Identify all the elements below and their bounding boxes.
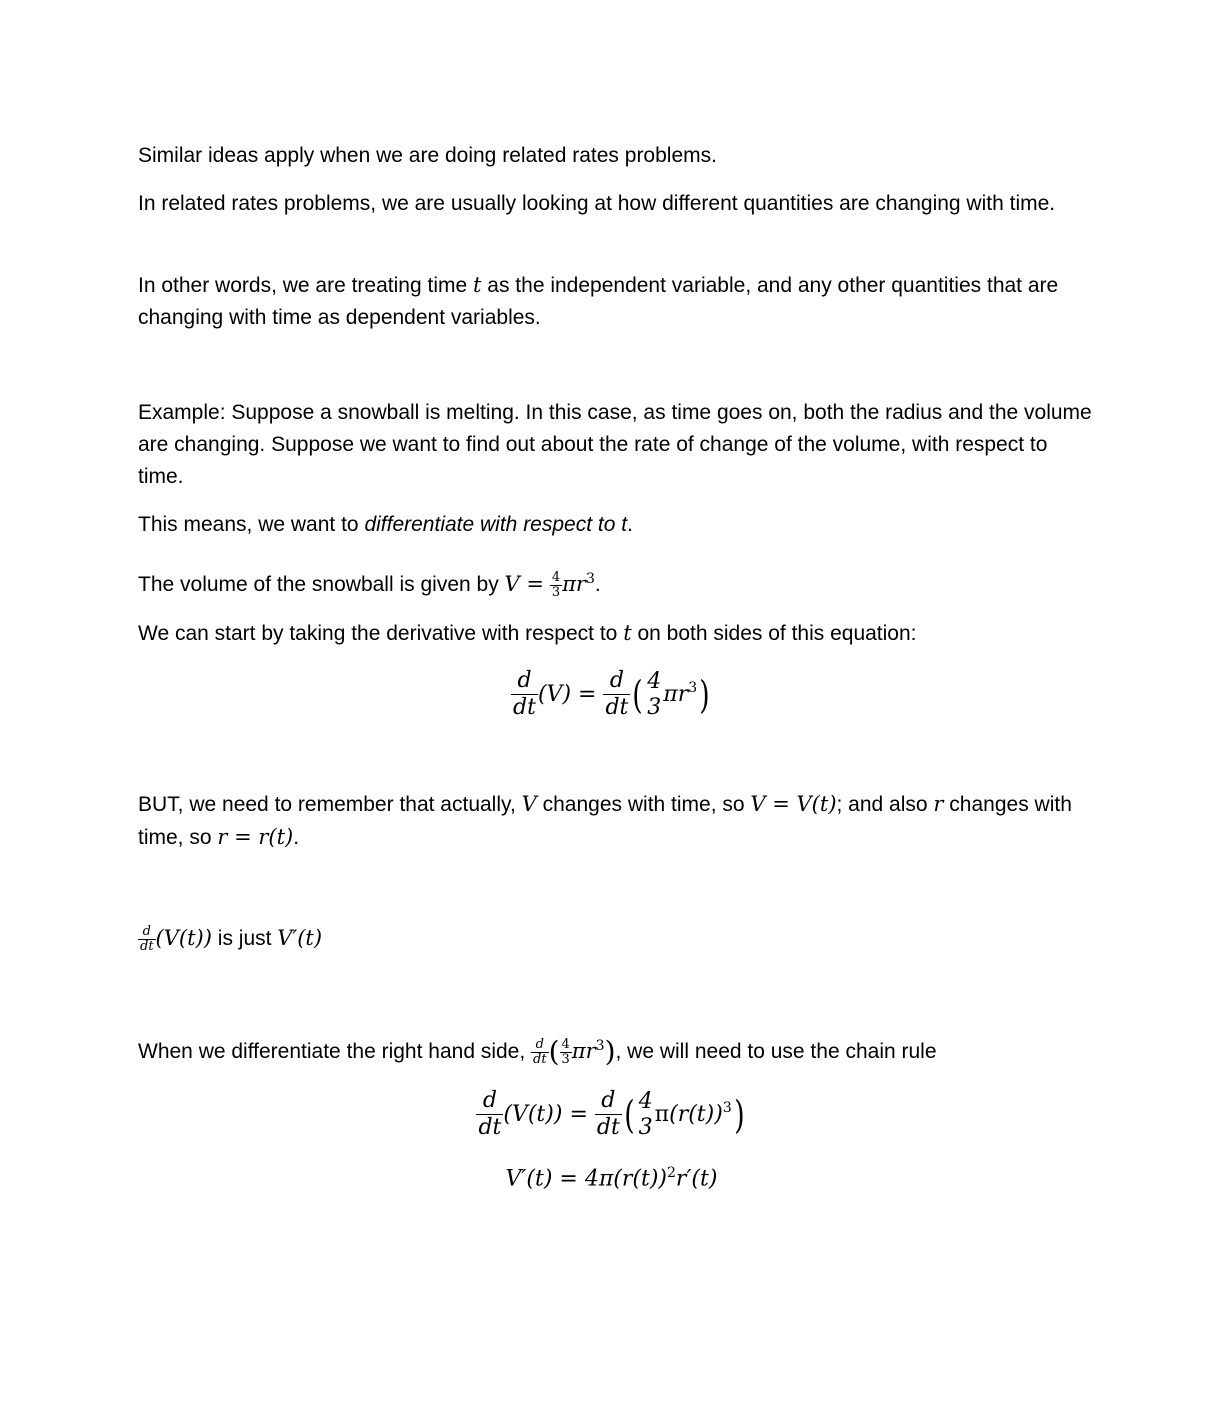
math-V-prime-equals: V′(t) = 4π xyxy=(505,1166,614,1192)
fraction-four-thirds xyxy=(550,571,562,600)
numerator: d xyxy=(138,925,156,940)
math-r: r xyxy=(933,792,944,816)
paragraph-example xyxy=(138,397,1098,493)
denominator: 3 xyxy=(638,1114,653,1140)
math-pi-r: πr xyxy=(562,572,586,596)
text: . xyxy=(627,513,633,536)
paren-close: ) xyxy=(699,672,710,717)
equals-sign: = xyxy=(569,1102,588,1127)
math-pi-r: πr xyxy=(571,1039,596,1063)
paragraph-independent-variable xyxy=(138,269,1098,334)
denominator: dt xyxy=(478,1115,502,1140)
equation-derivative-both-sides xyxy=(0,668,1223,721)
text: The volume of the snowball is given by xyxy=(138,573,505,596)
numerator: 4 xyxy=(561,1036,570,1052)
text: When we differentiate the right hand side, xyxy=(138,1040,532,1063)
math-V-prime: V′(t) xyxy=(277,926,323,950)
numerator: 4 xyxy=(638,1088,653,1114)
paragraph-v-prime xyxy=(138,922,1098,955)
denominator: 3 xyxy=(647,694,662,720)
fraction-four-thirds xyxy=(645,669,663,721)
text: . xyxy=(594,573,601,596)
denominator: dt xyxy=(533,1051,547,1067)
exponent: 3 xyxy=(595,1038,605,1054)
text: We can start by taking the derivative with respect to xyxy=(138,622,624,645)
text: changes with time, so xyxy=(138,793,1072,849)
paragraph-intro xyxy=(138,140,1098,172)
fraction-d-dt xyxy=(511,668,538,721)
denominator: dt xyxy=(513,695,536,720)
fraction-four-thirds xyxy=(560,1038,572,1067)
text: Example: Suppose a snowball is melting. In this case, as time goes on, both the radius and the volume are changing. Suppose we want to find out about the rate of change of the volume, with respect to time. xyxy=(138,401,1092,488)
text: . xyxy=(293,826,300,849)
text: is just xyxy=(211,927,278,950)
fraction-d-dt xyxy=(603,668,630,721)
numerator: 4 xyxy=(551,569,561,585)
paragraph-related-rates xyxy=(138,188,1098,220)
paragraph-differentiate xyxy=(138,509,1098,541)
equation-result xyxy=(0,1165,1223,1191)
paragraph-volume-formula xyxy=(138,563,1098,601)
paragraph-derivative-start xyxy=(138,617,1098,650)
math-V-of-t: (V(t)) xyxy=(503,1102,563,1127)
paragraph-time-dependence xyxy=(138,788,1098,854)
math-pi: π xyxy=(654,1102,670,1127)
paren-open: ( xyxy=(548,1035,560,1069)
text: , we will need to use the chain rule xyxy=(615,1040,937,1063)
numerator: d xyxy=(603,668,630,695)
math-V: (V) xyxy=(537,682,572,707)
text: This means, we want to xyxy=(138,513,365,536)
denominator: dt xyxy=(605,695,629,720)
numerator: 4 xyxy=(647,668,662,694)
denominator: dt xyxy=(140,938,154,954)
math-pi-r: πr xyxy=(663,682,689,707)
fraction-d-dt xyxy=(595,1088,622,1141)
math-r-of-t: (r(t)) xyxy=(613,1166,667,1192)
numerator: d xyxy=(531,1038,549,1053)
math-r-prime: r′(t) xyxy=(675,1166,718,1192)
fraction-four-thirds xyxy=(637,1089,655,1141)
text: In related rates problems, we are usually looking at how different quantities are changing with time. xyxy=(138,192,1056,215)
paren-open: ( xyxy=(624,1092,635,1137)
numerator: d xyxy=(476,1088,503,1115)
emphasis-text: differentiate with respect to t xyxy=(364,513,628,536)
math-V-of-t: (V(t)) xyxy=(155,926,212,950)
exponent: 3 xyxy=(722,1100,732,1117)
math-V-equals: V = xyxy=(504,572,544,596)
text: In other words, we are treating time xyxy=(138,274,473,297)
equals-sign: = xyxy=(578,682,597,707)
paren-close: ) xyxy=(604,1035,616,1069)
text: Similar ideas apply when we are doing related rates problems. xyxy=(138,144,717,167)
numerator: d xyxy=(511,668,538,695)
exponent: 3 xyxy=(585,571,595,587)
math-t: t xyxy=(473,273,482,297)
text: ; and also xyxy=(836,793,934,816)
paren-open: ( xyxy=(632,672,644,717)
math-r-of-t: r = r(t) xyxy=(217,825,294,849)
math-V: V xyxy=(521,792,537,816)
denominator: 3 xyxy=(561,1051,570,1067)
denominator: 3 xyxy=(551,584,561,600)
denominator: dt xyxy=(596,1115,620,1140)
paren-close: ) xyxy=(733,1092,745,1137)
numerator: d xyxy=(595,1088,622,1115)
math-V-of-t: V = V(t) xyxy=(750,792,837,816)
exponent: 3 xyxy=(688,680,698,697)
fraction-d-dt xyxy=(531,1038,549,1067)
fraction-d-dt xyxy=(138,925,156,954)
math-r-of-t: (r(t)) xyxy=(669,1102,723,1127)
math-t: t xyxy=(623,621,632,645)
text: changes with time, so xyxy=(536,793,751,816)
text: as the independent variable, and any other quantities that are changing with time as dependent variables. xyxy=(138,274,1059,329)
text: BUT, we need to remember that actually, xyxy=(138,793,522,816)
exponent: 2 xyxy=(667,1165,676,1181)
fraction-d-dt xyxy=(476,1088,503,1141)
equation-chain-rule xyxy=(0,1088,1223,1141)
text: on both sides of this equation: xyxy=(631,622,917,645)
paragraph-chain-rule xyxy=(138,1030,1098,1068)
